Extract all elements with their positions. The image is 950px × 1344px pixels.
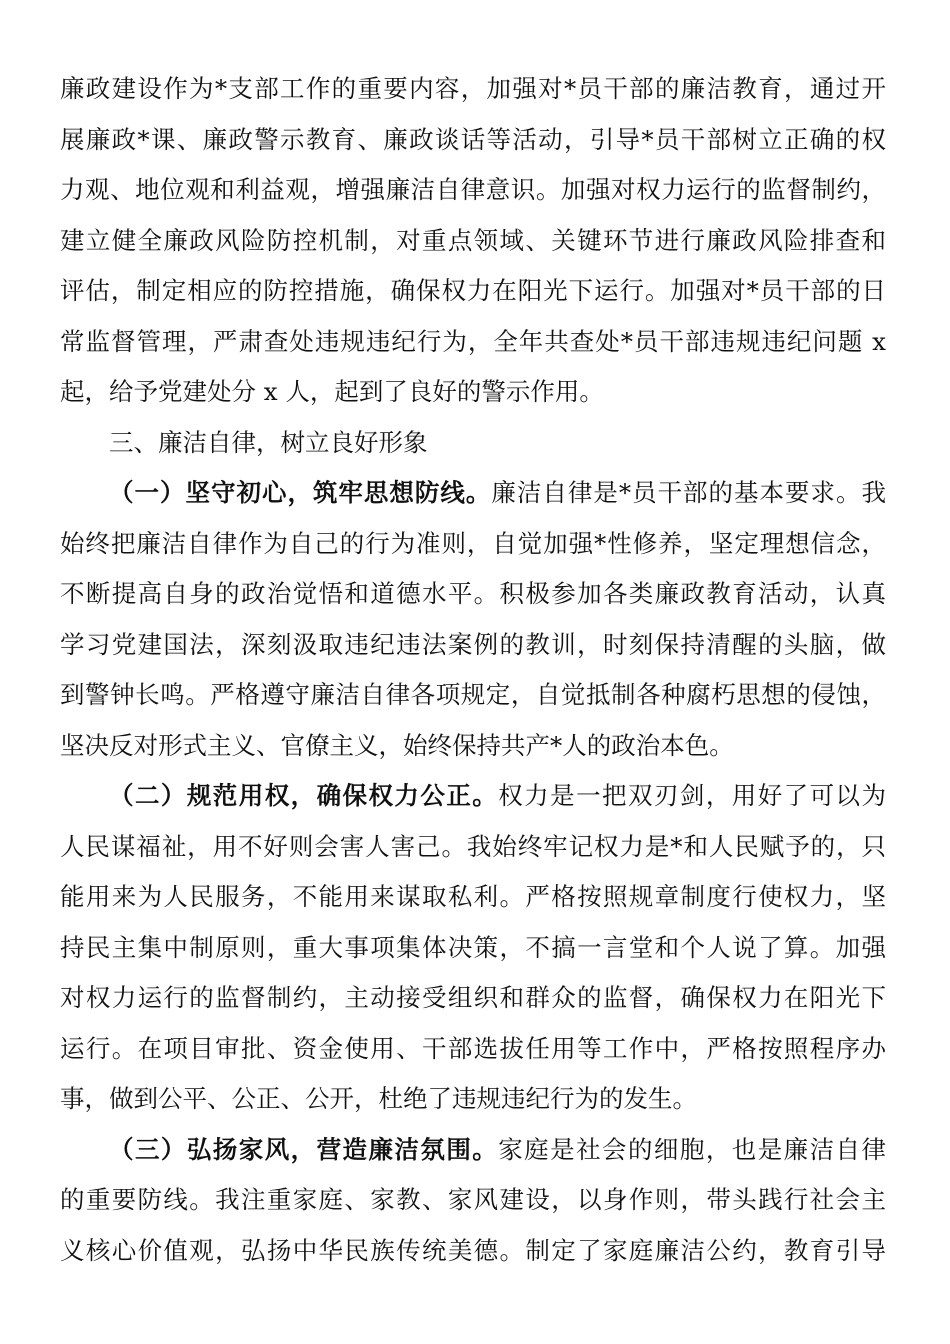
subsection-first-line: [60, 468, 886, 519]
subsection-first-line: [60, 771, 886, 822]
text-line: 运行。在项目审批、资金使用、干部选拔任用等工作中，严格按照程序办: [60, 1033, 886, 1063]
text-line: 建立健全廉政风险防控机制，对重点领域、关键环节进行廉政风险排查和: [60, 225, 886, 255]
text-line: 展廉政*课、廉政警示教育、廉政谈话等活动，引导*员干部树立正确的权: [60, 124, 886, 154]
paragraph-integrity-building: [60, 64, 886, 418]
subsection-text: 廉洁自律是*员干部的基本要求。我: [491, 478, 886, 507]
text-line: 人民谋福祉，用不好则会害人害己。我始终牢记权力是*和人民赋予的，只: [60, 831, 886, 861]
subsection-text: 权力是一把双刃剑，用好了可以为: [498, 781, 887, 810]
text-line: 不断提高自身的政治觉悟和道德水平。积极参加各类廉政教育活动，认真: [60, 579, 886, 608]
text-line: 起，给予党建处分 x 人，起到了良好的警示作用。: [60, 377, 604, 406]
text-line: 义核心价值观，弘扬中华民族传统美德。制定了家庭廉洁公约，教育引导: [60, 1235, 886, 1265]
subsection-1: [60, 468, 886, 771]
subsection-title: （一）坚守初心，筑牢思想防线。: [109, 478, 492, 507]
text-line: 的重要防线。我注重家庭、家教、家风建设，以身作则，带头践行社会主: [60, 1185, 886, 1214]
subsection-text: 家庭是社会的细胞，也是廉洁自律: [498, 1134, 887, 1164]
text-line: 事，做到公平、公正、公开，杜绝了违规违纪行为的发生。: [60, 1084, 697, 1113]
text-line: 对权力运行的监督制约，主动接受组织和群众的监督，确保权力在阳光下: [60, 983, 886, 1012]
document-page: [60, 64, 886, 1276]
subsection-2: [60, 771, 886, 1125]
subsection-title: （三）弘扬家风，营造廉洁氛围。: [109, 1134, 499, 1164]
text-line: 到警钟长鸣。严格遵守廉洁自律各项规定，自觉抵制各种腐朽思想的侵蚀，: [60, 680, 886, 709]
text-line: 评估，制定相应的防控措施，确保权力在阳光下运行。加强对*员干部的日: [60, 276, 886, 305]
text-line: 力观、地位观和利益观，增强廉洁自律意识。加强对权力运行的监督制约，: [60, 175, 886, 204]
subsection-title: （二）规范用权，确保权力公正。: [109, 781, 499, 810]
subsection-first-line: [60, 1125, 886, 1176]
subsection-3: [60, 1125, 886, 1277]
text-line: 能用来为人民服务，不能用来谋取私利。严格按照规章制度行使权力，坚: [60, 882, 886, 911]
text-line: 坚决反对形式主义、官僚主义，始终保持共产*人的政治本色。: [60, 730, 734, 760]
text-line: 学习党建国法，深刻汲取违纪违法案例的教训，时刻保持清醒的头脑，做: [60, 629, 886, 659]
section-heading: 三、廉洁自律，树立良好形象: [109, 427, 428, 457]
text-line: 始终把廉洁自律作为自己的行为准则，自觉加强*性修养，坚定理想信念，: [60, 528, 886, 558]
text-line: 持民主集中制原则，重大事项集体决策，不搞一言堂和个人说了算。加强: [60, 932, 886, 962]
text-line: 常监督管理，严肃查处违规违纪行为，全年共查处*员干部违规违纪问题 x: [60, 326, 886, 356]
text-line: 廉政建设作为*支部工作的重要内容，加强对*员干部的廉洁教育，通过开: [60, 74, 886, 103]
